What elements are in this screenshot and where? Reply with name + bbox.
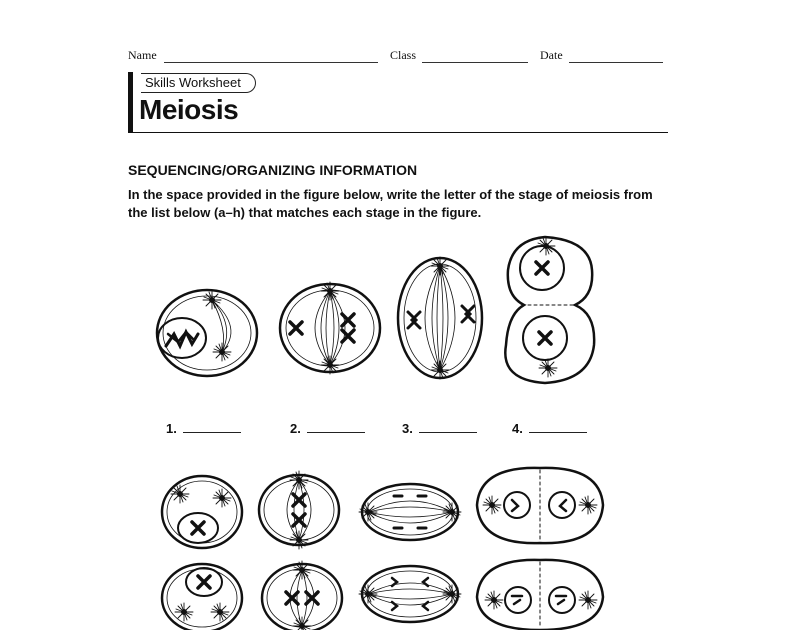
answer-label: 3. (402, 421, 413, 436)
option-cell-anaphase (359, 484, 461, 540)
option-cell-prophase (162, 476, 242, 548)
answer-label: 4. (512, 421, 523, 436)
cell-anaphase-i (398, 257, 482, 379)
cell-telophase-i (505, 237, 594, 383)
option-cell-telophase (477, 468, 603, 543)
option-cell-anaphase (359, 566, 461, 622)
option-cell-prophase (162, 564, 242, 630)
name-label: Name (128, 48, 157, 62)
section-heading: SEQUENCING/ORGANIZING INFORMATION (128, 162, 418, 178)
option-cell-telophase (477, 560, 603, 630)
option-cell-metaphase (259, 471, 339, 549)
answer-label: 1. (166, 421, 177, 436)
instructions-text: In the space provided in the figure below, write the letter of the stage of meiosis from the list below (a–h) that matches each stage in the figure. (128, 187, 653, 220)
option-row-b (162, 560, 603, 630)
option-cell-metaphase (262, 561, 342, 630)
class-label: Class (390, 48, 417, 62)
cell-prophase-i (157, 290, 257, 376)
page-title: Meiosis (139, 94, 239, 125)
date-label: Date (540, 48, 563, 62)
cell-metaphase-i (280, 282, 380, 374)
worksheet-tag: Skills Worksheet (141, 73, 256, 93)
option-row-a (162, 468, 603, 549)
answer-label: 2. (290, 421, 301, 436)
